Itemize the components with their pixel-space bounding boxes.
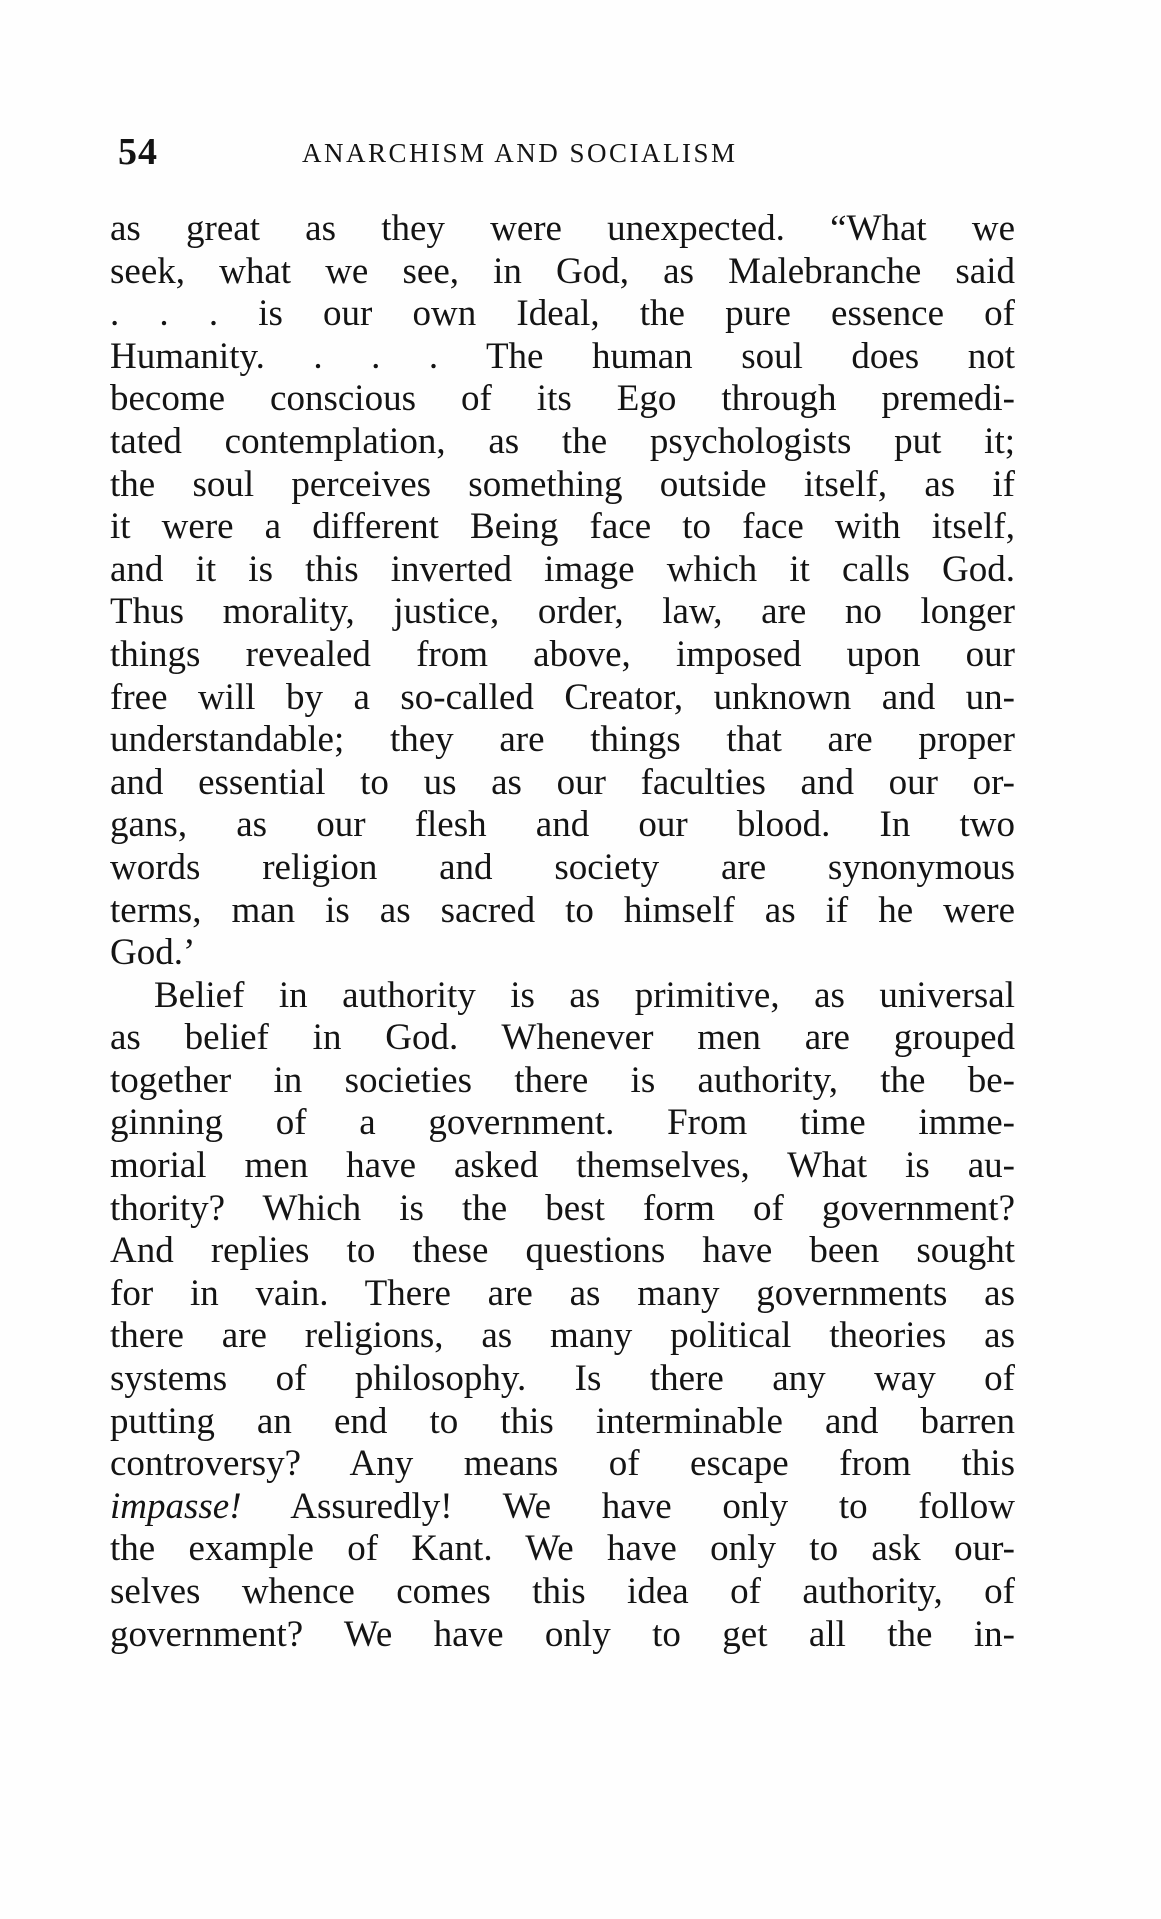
text-line: controversy? Any means of escape from this <box>110 1443 1015 1485</box>
text-line: tated contemplation, as the psychologists put it; <box>110 420 1015 462</box>
text-line: ginning of a government. From time imme- <box>110 1102 1015 1144</box>
text-line: thority? Which is the best form of government? <box>110 1187 1015 1229</box>
running-head: ANARCHISM AND SOCIALISM <box>302 138 738 168</box>
line-remainder: Assuredly! We have only to follow <box>241 1485 1015 1527</box>
text-line: selves whence comes this idea of authority, of <box>110 1571 1015 1612</box>
text-line: understandable; they are things that are proper <box>110 719 1015 761</box>
italic-phrase: impasse! <box>110 1485 242 1527</box>
page-number: 54 <box>118 131 158 173</box>
text-line: it were a different Being face to face with itself, <box>110 506 1015 548</box>
text-line-with-italic <box>110 1486 1015 1529</box>
text-line: the soul perceives something outside itself, as if <box>110 463 1015 505</box>
text-line: government? We have only to get all the in- <box>110 1613 1015 1655</box>
text-line: morial men have asked themselves, What is au- <box>110 1145 1015 1187</box>
text-line: and it is this inverted image which it calls God. <box>110 548 1015 590</box>
text-line: Humanity. . . . The human soul does not <box>110 335 1015 377</box>
text-line: together in societies there is authority, the be- <box>110 1059 1015 1101</box>
text-line: seek, what we see, in God, as Malebranche said <box>110 250 1015 292</box>
text-line: systems of philosophy. Is there any way of <box>110 1358 1015 1400</box>
paragraph-2 <box>110 975 1015 1657</box>
text-line: words religion and society are synonymous <box>110 846 1015 888</box>
text-line: as great as they were unexpected. “What we <box>110 208 1015 249</box>
paragraph-1 <box>110 208 1015 975</box>
text-line: putting an end to this interminable and barren <box>110 1400 1015 1442</box>
text-line: . . . is our own Ideal, the pure essence of <box>110 293 1015 335</box>
text-line: gans, as our flesh and our blood. In two <box>110 804 1015 846</box>
body-text <box>110 208 1015 1656</box>
page-header <box>118 130 1038 180</box>
text-line: Thus morality, justice, order, law, are no longer <box>110 591 1015 633</box>
text-line: the example of Kant. We have only to ask our- <box>110 1528 1015 1570</box>
text-line: God.’ <box>110 932 196 974</box>
text-line: there are religions, as many political theories as <box>110 1315 1015 1357</box>
text-line: become conscious of its Ego through premedi- <box>110 378 1015 420</box>
text-line: as belief in God. Whenever men are grouped <box>110 1017 1015 1059</box>
text-line: And replies to these questions have been sought <box>110 1230 1015 1272</box>
text-line: and essential to us as our faculties and our or- <box>110 761 1015 803</box>
text-line: terms, man is as sacred to himself as if he were <box>110 889 1015 931</box>
text-line: Belief in authority is as primitive, as universal <box>154 974 1015 1016</box>
text-line: things revealed from above, imposed upon our <box>110 633 1015 675</box>
text-line: for in vain. There are as many governments as <box>110 1272 1015 1314</box>
text-line: free will by a so-called Creator, unknown and un- <box>110 676 1015 718</box>
